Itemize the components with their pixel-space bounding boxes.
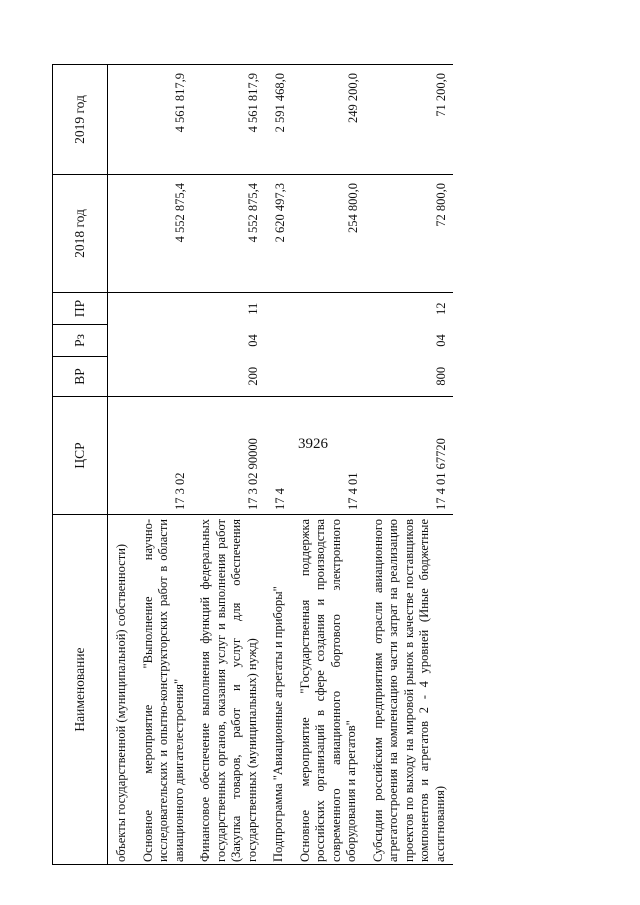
row-2019 <box>108 65 135 175</box>
row-name: Субсидии российским предприятиям отрасли авиационного агрегатостроения на компенсацию части затрат на реализацию проектов по выходу на мировой рынок в качестве поставщиков компонентов и агрегатов 2 - 4 уровней (Иные бюджетные ассигнования) <box>365 515 454 865</box>
table-header-row <box>53 65 108 865</box>
row-csr: 17 4 <box>265 397 292 515</box>
page-number: 3926 <box>298 436 328 452</box>
row-rz: 04 <box>246 334 260 347</box>
row-2019: 2 591 468,0 <box>265 65 292 175</box>
header-csr: ЦСР <box>53 397 108 515</box>
row-name: Основное мероприятие "Выполнение научно-исследовательских и опытно-конструкторских работ в области авиационного двигателестроения" <box>135 515 193 865</box>
row-rz <box>265 325 292 357</box>
row-csr <box>108 397 135 515</box>
row-rz: 04 <box>434 334 448 347</box>
row-name: Подпрограмма "Авиационные агрегаты и приборы" <box>265 515 292 865</box>
row-2018: 72 800,0 <box>365 175 454 293</box>
row-rz <box>108 325 135 357</box>
row-pr: 12 <box>365 293 454 325</box>
table-row <box>135 65 193 865</box>
row-vr <box>108 357 135 397</box>
row-2018: 4 552 875,4 <box>192 175 265 293</box>
row-csr: 17 4 01 <box>292 397 365 515</box>
table-row <box>108 65 135 865</box>
row-csr: 17 3 02 <box>135 397 193 515</box>
row-2019: 71 200,0 <box>365 65 454 175</box>
budget-table <box>52 64 453 865</box>
row-2018 <box>108 175 135 293</box>
row-rz <box>135 325 193 357</box>
row-csr: 17 4 01 67720 <box>365 397 454 515</box>
row-name: Финансовое обеспечение выполнения функций федеральных государственных органов, оказания услуг и выполнения работ (Закупка товаров, работ и услуг для обеспечения государственных (муниципальных) нужд) <box>192 515 265 865</box>
row-2019: 4 561 817,9 <box>192 65 265 175</box>
row-vr: 200 <box>246 366 260 386</box>
row-vr: 800 <box>434 366 448 386</box>
row-vr <box>292 357 365 397</box>
row-vr <box>265 357 292 397</box>
row-pr <box>292 293 365 325</box>
row-pr <box>108 293 135 325</box>
row-2018: 4 552 875,4 <box>135 175 193 293</box>
row-2018: 254 800,0 <box>292 175 365 293</box>
row-2018: 2 620 497,3 <box>265 175 292 293</box>
header-2019: 2019 год <box>53 65 108 175</box>
header-vr: ВР <box>53 357 108 397</box>
table-row <box>365 65 454 865</box>
row-2019: 4 561 817,9 <box>135 65 193 175</box>
table-row <box>265 65 292 865</box>
row-pr <box>135 293 193 325</box>
table-row <box>292 65 365 865</box>
row-rz <box>292 325 365 357</box>
row-pr: 11 <box>192 293 265 325</box>
header-pr: ПР <box>53 293 108 325</box>
table-row <box>192 65 265 865</box>
row-vr <box>135 357 193 397</box>
rotated-table-container <box>52 65 592 865</box>
row-2019: 249 200,0 <box>292 65 365 175</box>
header-name: Наименование <box>53 515 108 865</box>
header-2018: 2018 год <box>53 175 108 293</box>
row-name: Основное мероприятие "Государственная поддержка российских организаций в сфере создания и производства современного авиационного бортового электронного оборудования и агрегатов" <box>292 515 365 865</box>
row-pr <box>265 293 292 325</box>
row-csr: 17 3 02 90000 <box>192 397 265 515</box>
header-rz: Рз <box>53 325 108 357</box>
row-name: объекты государственной (муниципальной) собственности) <box>108 515 135 865</box>
